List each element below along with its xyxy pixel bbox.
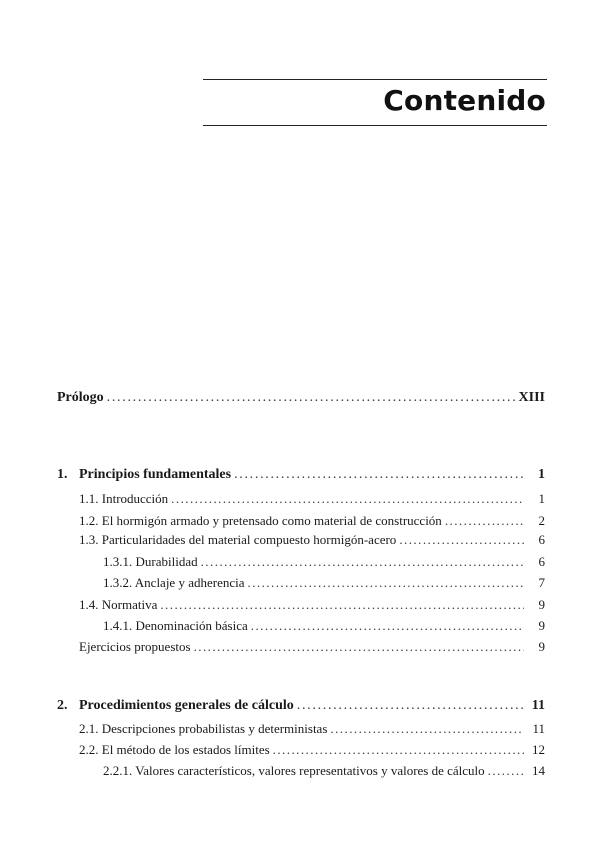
- toc-entry-page: 9: [538, 639, 545, 654]
- toc-entry-subsection[interactable]: [103, 763, 545, 779]
- toc-leader-dots: [171, 491, 524, 507]
- toc-leader-dots: [107, 390, 516, 406]
- toc-entry-prologo[interactable]: [57, 390, 545, 406]
- toc-entry-label: 1.1. Introducción: [79, 491, 169, 506]
- toc-leader-dots: [273, 742, 524, 758]
- toc-leader-dots: [445, 513, 524, 529]
- toc-entry-label: 2.2. El método de los estados límites: [79, 742, 270, 757]
- toc-leader-dots: [251, 618, 524, 634]
- toc-entry-label: Ejercicios propuestos: [79, 639, 191, 654]
- toc-entry-subsection[interactable]: [103, 618, 545, 634]
- toc-entry-section[interactable]: [79, 721, 545, 737]
- toc-leader-dots: [330, 721, 524, 737]
- toc-entry-section[interactable]: [79, 742, 545, 758]
- toc-leader-dots: [297, 698, 524, 714]
- toc-leader-dots: [488, 763, 524, 779]
- toc-entry-page: 6: [538, 532, 545, 547]
- toc-chapter-number: 2.: [57, 698, 68, 713]
- toc-entry-label: Principios fundamentales: [79, 467, 232, 482]
- toc-leader-dots: [399, 532, 524, 548]
- toc-entry-page: 11: [532, 721, 545, 736]
- toc-chapter-number: 1.: [57, 467, 68, 482]
- toc-entry-section[interactable]: [79, 532, 545, 548]
- toc-entry-section[interactable]: [79, 597, 545, 613]
- toc-entry-page: XIII: [518, 390, 545, 405]
- toc-entry-page: 1: [538, 467, 545, 482]
- toc-entry-page: 7: [538, 575, 545, 590]
- toc-entry-chapter-1[interactable]: [57, 467, 545, 483]
- toc-entry-subsection[interactable]: [103, 575, 545, 591]
- toc-leader-dots: [194, 639, 524, 655]
- toc-entry-page: 9: [538, 618, 545, 633]
- toc-entry-label: 1.3. Particularidades del material compuesto hormigón-acero: [79, 532, 397, 547]
- toc-leader-dots: [234, 467, 524, 483]
- toc-entry-label: Procedimientos generales de cálculo: [79, 698, 294, 713]
- toc-entry-label: 1.4. Normativa: [79, 597, 158, 612]
- page-title: Contenido: [383, 84, 546, 117]
- toc-entry-exercises[interactable]: [79, 639, 545, 655]
- title-rule-bottom: [203, 125, 547, 126]
- toc-entry-label: 1.2. El hormigón armado y pretensado como material de construcción: [79, 513, 442, 528]
- toc-entry-label: Prólogo: [57, 390, 104, 405]
- toc-entry-label: 2.2.1. Valores característicos, valores representativos y valores de cálculo: [103, 763, 485, 778]
- toc-leader-dots: [248, 575, 525, 591]
- toc-entry-label: 1.4.1. Denominación básica: [103, 618, 248, 633]
- toc-entry-page: 9: [538, 597, 545, 612]
- title-rule-top: [203, 79, 547, 80]
- toc-entry-page: 14: [532, 763, 545, 778]
- toc-entry-chapter-2[interactable]: [57, 698, 545, 714]
- toc-entry-page: 6: [538, 554, 545, 569]
- toc-entry-page: 2: [538, 513, 545, 528]
- toc-entry-subsection[interactable]: [103, 554, 545, 570]
- toc-entry-label: 1.3.2. Anclaje y adherencia: [103, 575, 245, 590]
- toc-entry-label: 2.1. Descripciones probabilistas y deterministas: [79, 721, 328, 736]
- toc-leader-dots: [201, 554, 524, 570]
- toc-entry-section[interactable]: [79, 491, 545, 507]
- toc-entry-page: 12: [532, 742, 545, 757]
- toc-entry-label: 1.3.1. Durabilidad: [103, 554, 198, 569]
- toc-entry-section[interactable]: [79, 513, 545, 529]
- toc-leader-dots: [160, 597, 524, 613]
- toc-entry-page: 1: [538, 491, 545, 506]
- toc-entry-page: 11: [531, 698, 545, 713]
